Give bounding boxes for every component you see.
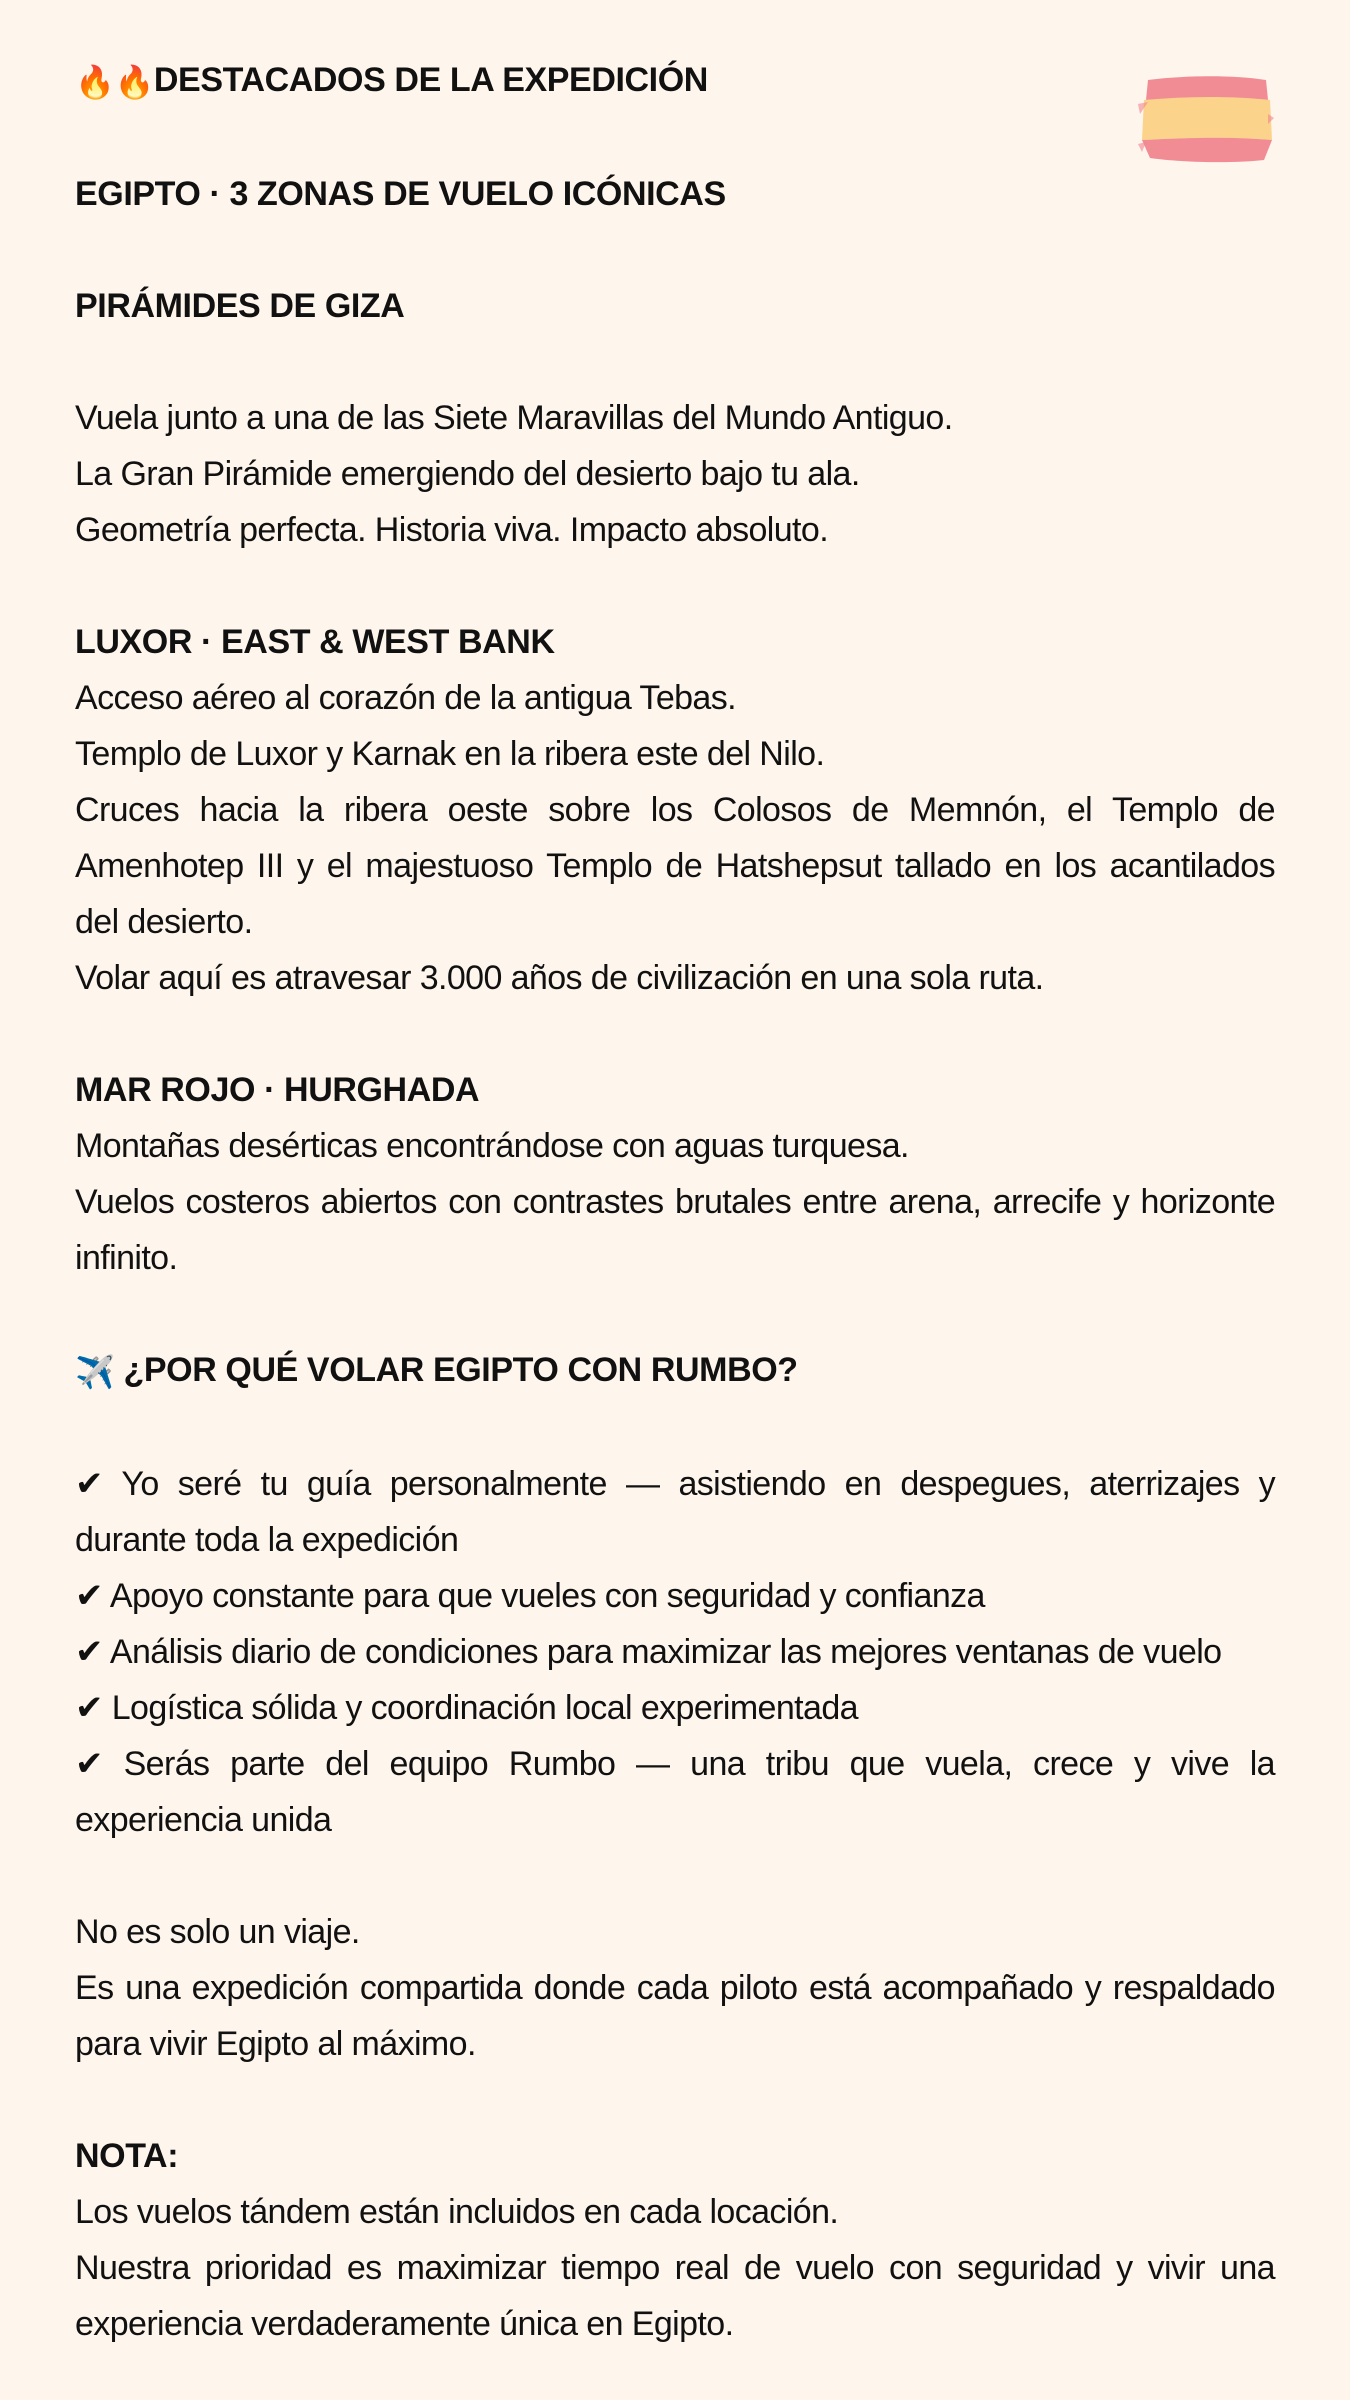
hurghada-line: Montañas desérticas encontrándose con aguas turquesa. [75, 1127, 909, 1165]
why-item [75, 1456, 1275, 1568]
checkmark-icon: ✔ [75, 1689, 103, 1727]
header-line [75, 52, 1275, 110]
why-title: ¿POR QUÉ VOLAR EGIPTO CON RUMBO? [123, 1351, 798, 1389]
note-line: Los vuelos tándem están incluidos en cada locación. [75, 2193, 839, 2231]
giza-line: La Gran Pirámide emergiendo del desierto bajo tu ala. [75, 455, 860, 493]
giza-line: Geometría perfecta. Historia viva. Impacto absoluto. [75, 511, 829, 549]
why-item [75, 1736, 1275, 1848]
checkmark-icon: ✔ [75, 1577, 103, 1615]
why-item-text: Apoyo constante para que vueles con seguridad y confianza [109, 1577, 985, 1615]
why-item-text: Logística sólida y coordinación local experimentada [111, 1689, 858, 1727]
closing-line: Es una expedición compartida donde cada piloto está acompañado y respaldado para vivir Egipto al máximo. [75, 1969, 1275, 2063]
why-item [75, 1680, 1275, 1736]
giza-line: Vuela junto a una de las Siete Maravillas del Mundo Antiguo. [75, 399, 953, 437]
subtitle: EGIPTO · 3 ZONAS DE VUELO ICÓNICAS [75, 175, 726, 213]
checkmark-icon: ✔ [75, 1465, 103, 1503]
airplane-icon: ✈️ [75, 1354, 115, 1390]
note-title: NOTA: [75, 2137, 179, 2175]
luxor-line: Cruces hacia la ribera oeste sobre los Colosos de Memnón, el Templo de Amenhotep III y el majestuoso Templo de Hatshepsut tallado en los acantilados del desierto. [75, 791, 1275, 941]
header-title: DESTACADOS DE LA EXPEDICIÓN [153, 61, 708, 99]
why-item [75, 1568, 1275, 1624]
why-item-text: Serás parte del equipo Rumbo — una tribu que vuela, crece y vive la experiencia unida [75, 1745, 1275, 1839]
note-line: Nuestra prioridad es maximizar tiempo real de vuelo con seguridad y vivir una experiencia verdaderamente única en Egipto. [75, 2249, 1275, 2343]
section-title-giza: PIRÁMIDES DE GIZA [75, 287, 405, 325]
checkmark-icon: ✔ [75, 1745, 103, 1783]
luxor-line: Templo de Luxor y Karnak en la ribera este del Nilo. [75, 735, 825, 773]
why-item [75, 1624, 1275, 1680]
expedition-document [75, 52, 1275, 2352]
fire-icon: 🔥🔥 [75, 64, 154, 100]
closing-line: No es solo un viaje. [75, 1913, 360, 1951]
why-item-text: Yo seré tu guía personalmente — asistiendo en despegues, aterrizajes y durante toda la expedición [75, 1465, 1275, 1559]
luxor-line: Volar aquí es atravesar 3.000 años de civilización en una sola ruta. [75, 959, 1044, 997]
section-title-hurghada: MAR ROJO · HURGHADA [75, 1071, 480, 1109]
section-title-luxor: LUXOR · EAST & WEST BANK [75, 623, 555, 661]
hurghada-line: Vuelos costeros abiertos con contrastes brutales entre arena, arrecife y horizonte infinito. [75, 1183, 1275, 1277]
checkmark-icon: ✔ [75, 1633, 103, 1671]
luxor-line: Acceso aéreo al corazón de la antigua Tebas. [75, 679, 736, 717]
why-item-text: Análisis diario de condiciones para maximizar las mejores ventanas de vuelo [109, 1633, 1222, 1671]
why-title-line [75, 1342, 1275, 1400]
